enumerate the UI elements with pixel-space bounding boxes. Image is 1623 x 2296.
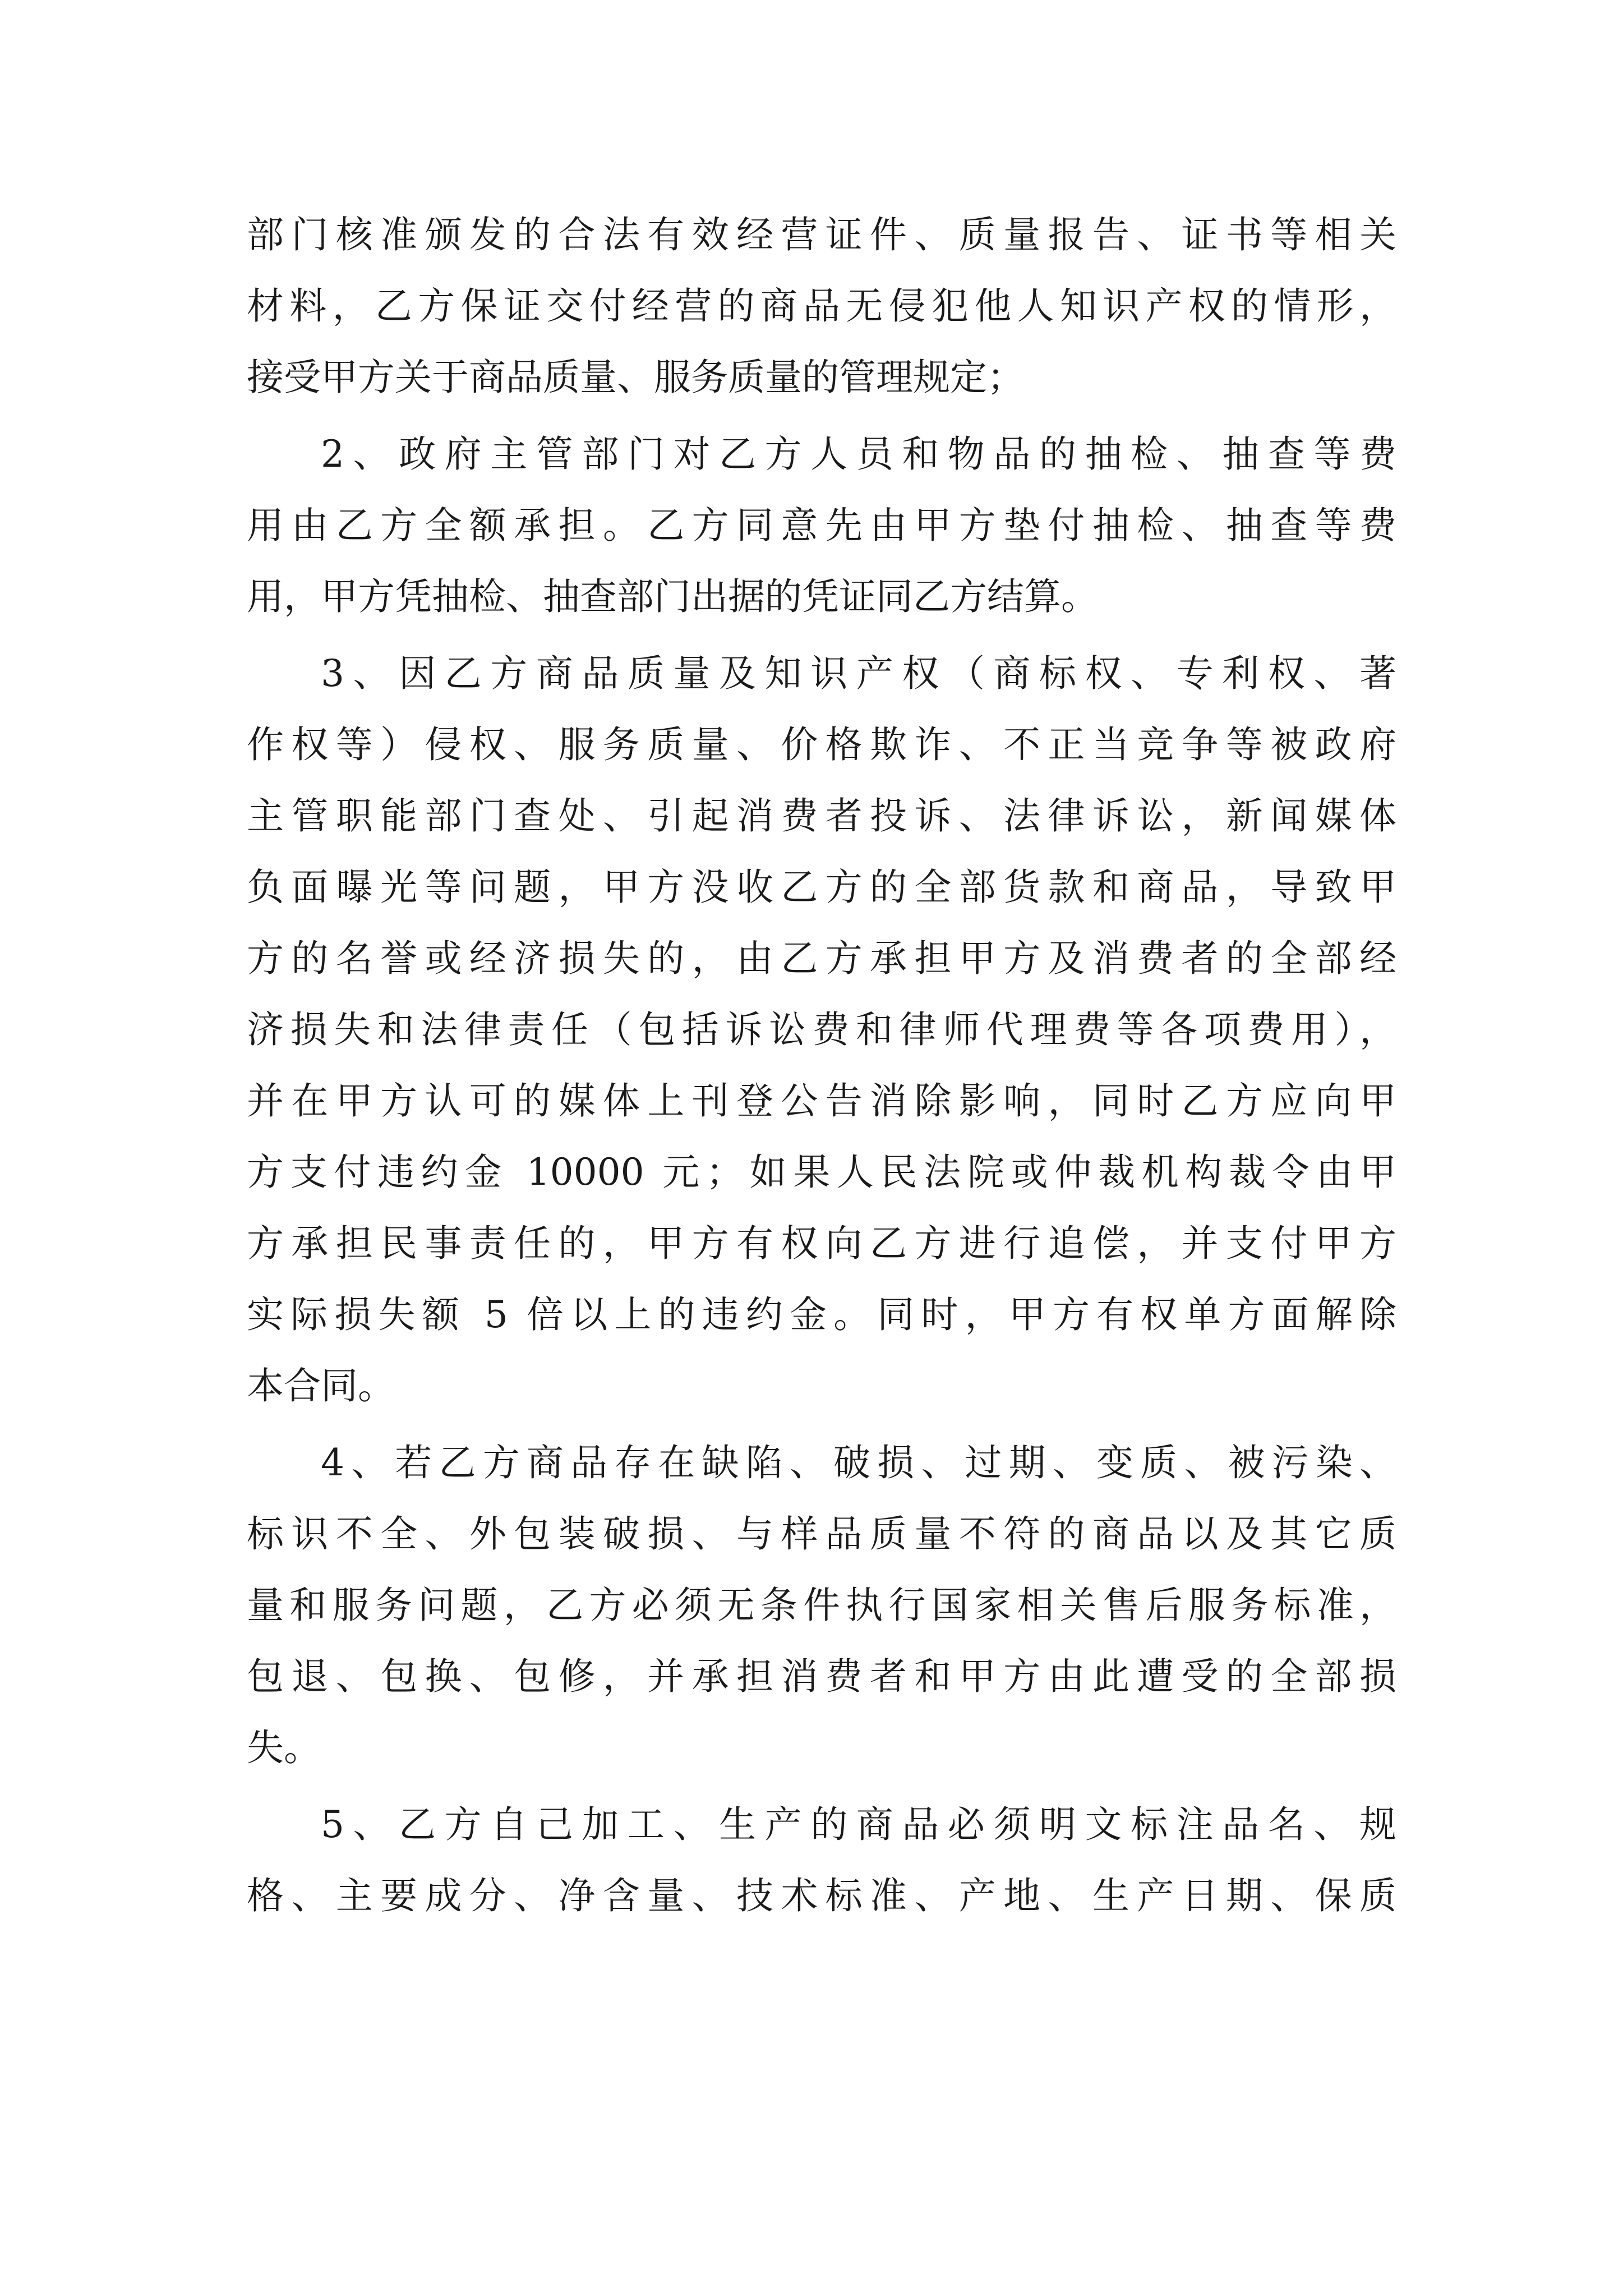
text-line: 本合同。 [247, 1364, 395, 1407]
text-line: 包退、包换、包修，并承担消费者和甲方由此遭受的全部损 [247, 1655, 1396, 1698]
text-line: 作权等）侵权、服务质量、价格欺诈、不正当竞争等被政府 [247, 723, 1396, 766]
contract-body-text [247, 199, 1396, 1931]
text-line: 部门核准颁发的合法有效经营证件、质量报告、证书等相关 [247, 213, 1396, 256]
text-line: 方支付违约金 10000 元；如果人民法院或仲裁机构裁令由甲 [247, 1151, 1396, 1194]
text-line: 主管职能部门查处、引起消费者投诉、法律诉讼，新闻媒体 [247, 794, 1396, 838]
text-line: 标识不全、外包装破损、与样品质量不符的商品以及其它质 [247, 1512, 1396, 1556]
text-line: 材料，乙方保证交付经营的商品无侵犯他人知识产权的情形， [247, 284, 1396, 328]
text-line: 失。 [247, 1726, 321, 1769]
text-line: 方的名誉或经济损失的，由乙方承担甲方及消费者的全部经 [247, 937, 1396, 980]
clause-4-start: 4、若乙方商品存在缺陷、破损、过期、变质、被污染、 [321, 1441, 1396, 1484]
text-line: 量和服务问题，乙方必须无条件执行国家相关售后服务标准， [247, 1584, 1396, 1627]
text-line: 用由乙方全额承担。乙方同意先由甲方垫付抽检、抽查等费 [247, 504, 1396, 547]
text-line: 实际损失额 5 倍以上的违约金。同时，甲方有权单方面解除 [247, 1293, 1396, 1336]
text-line: 方承担民事责任的，甲方有权向乙方进行追偿，并支付甲方 [247, 1222, 1396, 1265]
text-line: 并在甲方认可的媒体上刊登公告消除影响，同时乙方应向甲 [247, 1079, 1396, 1122]
clause-5-start: 5、乙方自己加工、生产的商品必须明文标注品名、规 [321, 1803, 1396, 1846]
text-line: 负面曝光等问题，甲方没收乙方的全部货款和商品，导致甲 [247, 866, 1396, 909]
text-line: 济损失和法律责任（包括诉讼费和律师代理费等各项费用）， [247, 1008, 1396, 1051]
text-line: 格、主要成分、净含量、技术标准、产地、生产日期、保质 [247, 1874, 1396, 1917]
clause-3-start: 3、因乙方商品质量及知识产权（商标权、专利权、著 [321, 652, 1396, 695]
clause-2-start: 2、政府主管部门对乙方人员和物品的抽检、抽查等费 [321, 432, 1396, 476]
text-line: 用，甲方凭抽检、抽查部门出据的凭证同乙方结算。 [247, 575, 1098, 618]
text-line: 接受甲方关于商品质量、服务质量的管理规定； [247, 356, 1024, 399]
